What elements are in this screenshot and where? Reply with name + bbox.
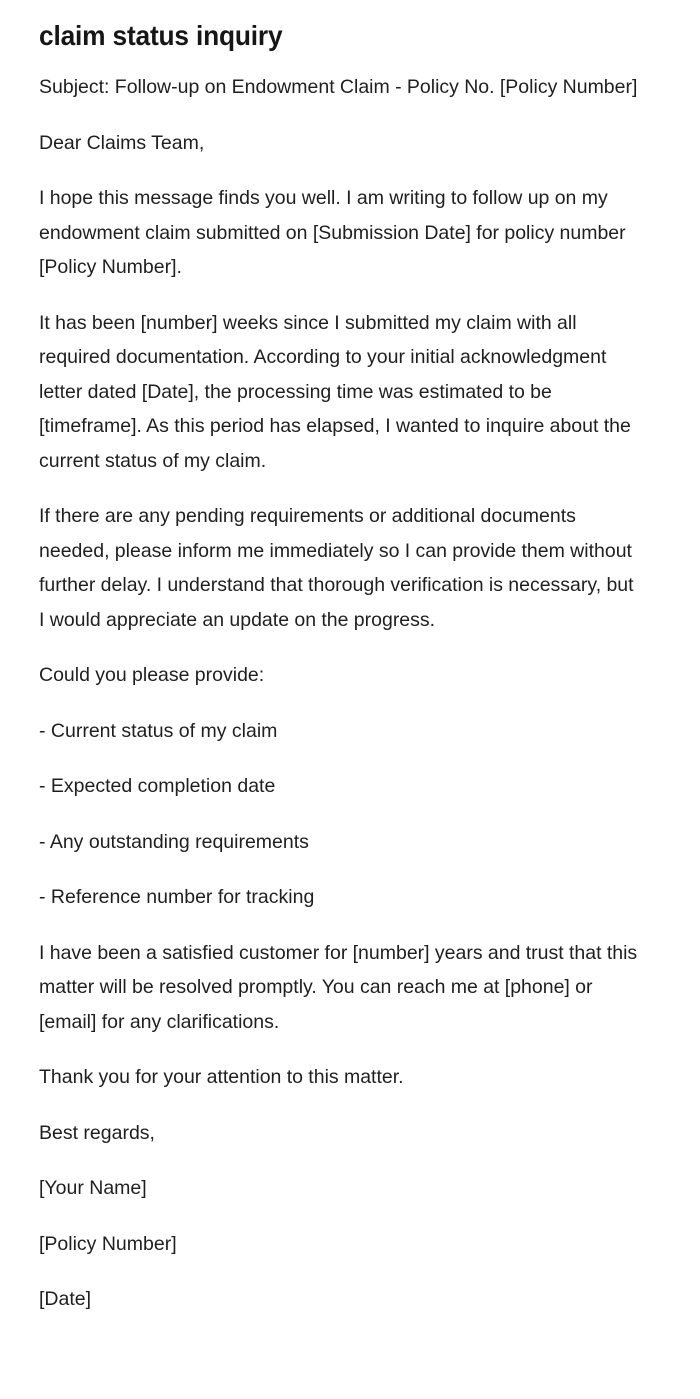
paragraph-loyalty-contact: I have been a satisfied customer for [number] years and trust that this matter will be resolved promptly. You can reach me at [phone] or [email] for any clarifications. (39, 941, 638, 1033)
request-item-reference-number: - Reference number for tracking (39, 886, 315, 908)
request-item-current-status: - Current status of my claim (39, 719, 278, 742)
paragraph-pending-requirements: If there are any pending requirements or additional documents needed, please inform me immediately so I can provide them without further delay. I understand that thorough verification is necessary, but I would appreciate an update on the progress. (39, 505, 634, 631)
signoff-policy-number: [Policy Number] (39, 1232, 177, 1255)
paragraph-intro: I hope this message finds you well. I am writing to follow up on my endowment claim submitted on [Submission Date] for policy number [Policy Number]. (39, 187, 626, 278)
signoff-your-name: [Your Name] (39, 1177, 147, 1199)
closing-thanks: Thank you for your attention to this matter. (39, 1066, 404, 1088)
request-item-expected-completion: - Expected completion date (39, 775, 276, 797)
document-body (39, 70, 640, 1317)
signoff-date: [Date] (39, 1288, 92, 1310)
salutation: Dear Claims Team, (39, 131, 205, 154)
request-list-intro: Could you please provide: (39, 664, 265, 686)
request-item-outstanding-requirements: - Any outstanding requirements (39, 830, 309, 853)
page-title: claim status inquiry (39, 20, 283, 51)
signoff-best-regards: Best regards, (39, 1121, 155, 1144)
subject-line: Subject: Follow-up on Endowment Claim - Policy No. [Policy Number] (39, 76, 638, 98)
paragraph-timeline: It has been [number] weeks since I submitted my claim with all required documentation. According to your initial acknowledgment letter dated [Date], the processing time was estimated to be [timeframe]. As this period has elapsed, I wanted to inquire about the current status of my claim. (39, 311, 631, 472)
